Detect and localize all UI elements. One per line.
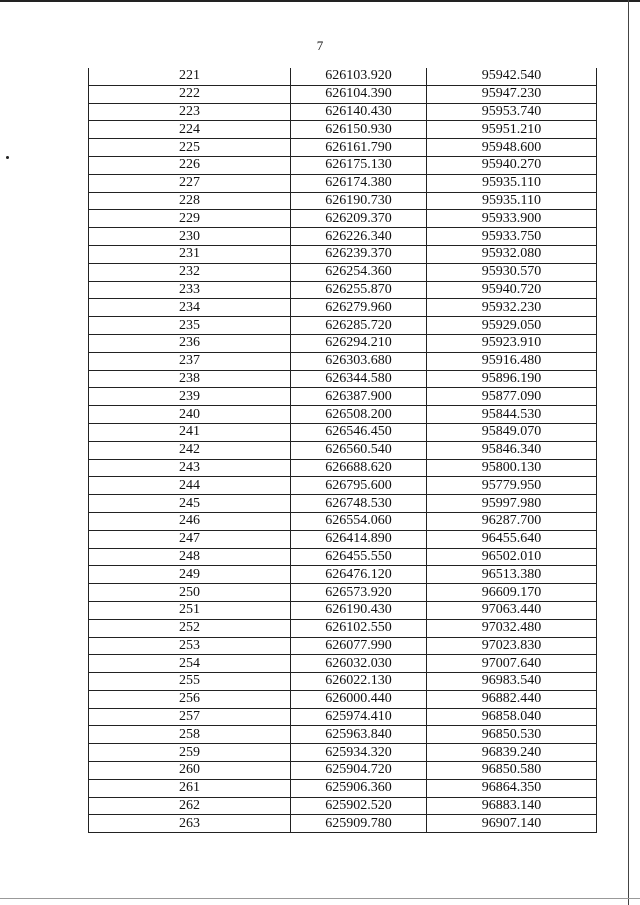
y-coordinate-cell: 96882.440: [427, 690, 597, 708]
table-row: [89, 655, 597, 673]
table-row: [89, 299, 597, 317]
x-coordinate-cell: 625934.320: [291, 744, 427, 762]
y-coordinate-cell: 95942.540: [427, 68, 597, 85]
point-number-cell: 247: [89, 530, 291, 548]
y-coordinate-cell: 95951.210: [427, 121, 597, 139]
point-number-cell: 226: [89, 156, 291, 174]
y-coordinate-cell: 96983.540: [427, 673, 597, 691]
x-coordinate-cell: 626239.370: [291, 245, 427, 263]
table-row: [89, 619, 597, 637]
y-coordinate-cell: 95935.110: [427, 192, 597, 210]
x-coordinate-cell: 626150.930: [291, 121, 427, 139]
table-row: [89, 690, 597, 708]
x-coordinate-cell: 626546.450: [291, 423, 427, 441]
table-row: [89, 317, 597, 335]
table-row: [89, 548, 597, 566]
x-coordinate-cell: 626103.920: [291, 68, 427, 85]
y-coordinate-cell: 96850.530: [427, 726, 597, 744]
y-coordinate-cell: 95932.230: [427, 299, 597, 317]
point-number-cell: 233: [89, 281, 291, 299]
table-row: [89, 673, 597, 691]
x-coordinate-cell: 625902.520: [291, 797, 427, 815]
y-coordinate-cell: 96502.010: [427, 548, 597, 566]
y-coordinate-cell: 95935.110: [427, 174, 597, 192]
x-coordinate-cell: 626000.440: [291, 690, 427, 708]
point-number-cell: 256: [89, 690, 291, 708]
table-row: [89, 156, 597, 174]
coordinates-table-body: [89, 68, 597, 833]
y-coordinate-cell: 95844.530: [427, 406, 597, 424]
point-number-cell: 255: [89, 673, 291, 691]
scan-speck: [6, 156, 9, 159]
y-coordinate-cell: 95953.740: [427, 103, 597, 121]
x-coordinate-cell: 626190.730: [291, 192, 427, 210]
y-coordinate-cell: 96864.350: [427, 779, 597, 797]
table-row: [89, 245, 597, 263]
table-row: [89, 637, 597, 655]
x-coordinate-cell: 626344.580: [291, 370, 427, 388]
y-coordinate-cell: 95933.900: [427, 210, 597, 228]
y-coordinate-cell: 96850.580: [427, 762, 597, 780]
x-coordinate-cell: 626294.210: [291, 334, 427, 352]
table-row: [89, 441, 597, 459]
table-row: [89, 584, 597, 602]
x-coordinate-cell: 626455.550: [291, 548, 427, 566]
table-row: [89, 512, 597, 530]
y-coordinate-cell: 95933.750: [427, 228, 597, 246]
x-coordinate-cell: 626303.680: [291, 352, 427, 370]
table-row: [89, 495, 597, 513]
y-coordinate-cell: 96513.380: [427, 566, 597, 584]
point-number-cell: 253: [89, 637, 291, 655]
x-coordinate-cell: 626254.360: [291, 263, 427, 281]
y-coordinate-cell: 95846.340: [427, 441, 597, 459]
table-row: [89, 762, 597, 780]
y-coordinate-cell: 95849.070: [427, 423, 597, 441]
y-coordinate-cell: 95940.720: [427, 281, 597, 299]
x-coordinate-cell: 626175.130: [291, 156, 427, 174]
point-number-cell: 238: [89, 370, 291, 388]
x-coordinate-cell: 626209.370: [291, 210, 427, 228]
table-row: [89, 334, 597, 352]
point-number-cell: 221: [89, 68, 291, 85]
point-number-cell: 242: [89, 441, 291, 459]
point-number-cell: 239: [89, 388, 291, 406]
table-row: [89, 406, 597, 424]
table-row: [89, 174, 597, 192]
x-coordinate-cell: 626161.790: [291, 139, 427, 157]
y-coordinate-cell: 97032.480: [427, 619, 597, 637]
point-number-cell: 260: [89, 762, 291, 780]
y-coordinate-cell: 97007.640: [427, 655, 597, 673]
point-number-cell: 249: [89, 566, 291, 584]
y-coordinate-cell: 95916.480: [427, 352, 597, 370]
table-row: [89, 68, 597, 85]
point-number-cell: 258: [89, 726, 291, 744]
point-number-cell: 257: [89, 708, 291, 726]
point-number-cell: 240: [89, 406, 291, 424]
x-coordinate-cell: 626387.900: [291, 388, 427, 406]
point-number-cell: 236: [89, 334, 291, 352]
point-number-cell: 222: [89, 85, 291, 103]
y-coordinate-cell: 95947.230: [427, 85, 597, 103]
x-coordinate-cell: 626795.600: [291, 477, 427, 495]
x-coordinate-cell: 626255.870: [291, 281, 427, 299]
x-coordinate-cell: 626476.120: [291, 566, 427, 584]
point-number-cell: 237: [89, 352, 291, 370]
table-row: [89, 210, 597, 228]
y-coordinate-cell: 95779.950: [427, 477, 597, 495]
table-row: [89, 103, 597, 121]
point-number-cell: 228: [89, 192, 291, 210]
table-row: [89, 263, 597, 281]
point-number-cell: 232: [89, 263, 291, 281]
y-coordinate-cell: 95997.980: [427, 495, 597, 513]
table-row: [89, 352, 597, 370]
y-coordinate-cell: 96858.040: [427, 708, 597, 726]
table-row: [89, 779, 597, 797]
table-row: [89, 726, 597, 744]
point-number-cell: 248: [89, 548, 291, 566]
x-coordinate-cell: 626174.380: [291, 174, 427, 192]
point-number-cell: 231: [89, 245, 291, 263]
y-coordinate-cell: 96839.240: [427, 744, 597, 762]
point-number-cell: 245: [89, 495, 291, 513]
coordinates-table: [88, 68, 597, 833]
table-row: [89, 744, 597, 762]
x-coordinate-cell: 626032.030: [291, 655, 427, 673]
y-coordinate-cell: 95896.190: [427, 370, 597, 388]
x-coordinate-cell: 626140.430: [291, 103, 427, 121]
y-coordinate-cell: 96287.700: [427, 512, 597, 530]
x-coordinate-cell: 626279.960: [291, 299, 427, 317]
table-row: [89, 85, 597, 103]
table-row: [89, 139, 597, 157]
point-number-cell: 234: [89, 299, 291, 317]
x-coordinate-cell: 625974.410: [291, 708, 427, 726]
table-row: [89, 708, 597, 726]
point-number-cell: 235: [89, 317, 291, 335]
top-border-line: [0, 0, 640, 2]
table-row: [89, 281, 597, 299]
x-coordinate-cell: 626022.130: [291, 673, 427, 691]
table-row: [89, 566, 597, 584]
point-number-cell: 261: [89, 779, 291, 797]
y-coordinate-cell: 95930.570: [427, 263, 597, 281]
point-number-cell: 263: [89, 815, 291, 833]
x-coordinate-cell: 626102.550: [291, 619, 427, 637]
x-coordinate-cell: 625963.840: [291, 726, 427, 744]
x-coordinate-cell: 626573.920: [291, 584, 427, 602]
point-number-cell: 225: [89, 139, 291, 157]
x-coordinate-cell: 626554.060: [291, 512, 427, 530]
y-coordinate-cell: 95800.130: [427, 459, 597, 477]
point-number-cell: 241: [89, 423, 291, 441]
x-coordinate-cell: 626285.720: [291, 317, 427, 335]
y-coordinate-cell: 95929.050: [427, 317, 597, 335]
page-number: 7: [316, 38, 324, 53]
y-coordinate-cell: 95877.090: [427, 388, 597, 406]
y-coordinate-cell: 96455.640: [427, 530, 597, 548]
x-coordinate-cell: 625909.780: [291, 815, 427, 833]
y-coordinate-cell: 97023.830: [427, 637, 597, 655]
point-number-cell: 246: [89, 512, 291, 530]
point-number-cell: 229: [89, 210, 291, 228]
y-coordinate-cell: 95940.270: [427, 156, 597, 174]
table-row: [89, 370, 597, 388]
table-row: [89, 797, 597, 815]
table-row: [89, 192, 597, 210]
table-row: [89, 459, 597, 477]
table-row: [89, 530, 597, 548]
x-coordinate-cell: 625906.360: [291, 779, 427, 797]
x-coordinate-cell: 625904.720: [291, 762, 427, 780]
point-number-cell: 223: [89, 103, 291, 121]
point-number-cell: 244: [89, 477, 291, 495]
point-number-cell: 254: [89, 655, 291, 673]
y-coordinate-cell: 95932.080: [427, 245, 597, 263]
point-number-cell: 250: [89, 584, 291, 602]
table-row: [89, 815, 597, 833]
point-number-cell: 230: [89, 228, 291, 246]
y-coordinate-cell: 96907.140: [427, 815, 597, 833]
table-row: [89, 388, 597, 406]
x-coordinate-cell: 626077.990: [291, 637, 427, 655]
x-coordinate-cell: 626688.620: [291, 459, 427, 477]
y-coordinate-cell: 95923.910: [427, 334, 597, 352]
point-number-cell: 252: [89, 619, 291, 637]
y-coordinate-cell: 97063.440: [427, 601, 597, 619]
x-coordinate-cell: 626560.540: [291, 441, 427, 459]
point-number-cell: 243: [89, 459, 291, 477]
right-border-line: [628, 0, 629, 905]
x-coordinate-cell: 626226.340: [291, 228, 427, 246]
y-coordinate-cell: 96883.140: [427, 797, 597, 815]
x-coordinate-cell: 626748.530: [291, 495, 427, 513]
x-coordinate-cell: 626104.390: [291, 85, 427, 103]
table-row: [89, 228, 597, 246]
x-coordinate-cell: 626414.890: [291, 530, 427, 548]
table-row: [89, 601, 597, 619]
y-coordinate-cell: 96609.170: [427, 584, 597, 602]
point-number-cell: 262: [89, 797, 291, 815]
x-coordinate-cell: 626508.200: [291, 406, 427, 424]
x-coordinate-cell: 626190.430: [291, 601, 427, 619]
table-row: [89, 121, 597, 139]
point-number-cell: 259: [89, 744, 291, 762]
y-coordinate-cell: 95948.600: [427, 139, 597, 157]
point-number-cell: 251: [89, 601, 291, 619]
point-number-cell: 224: [89, 121, 291, 139]
table-row: [89, 477, 597, 495]
table-row: [89, 423, 597, 441]
point-number-cell: 227: [89, 174, 291, 192]
bottom-border-line: [0, 898, 640, 899]
